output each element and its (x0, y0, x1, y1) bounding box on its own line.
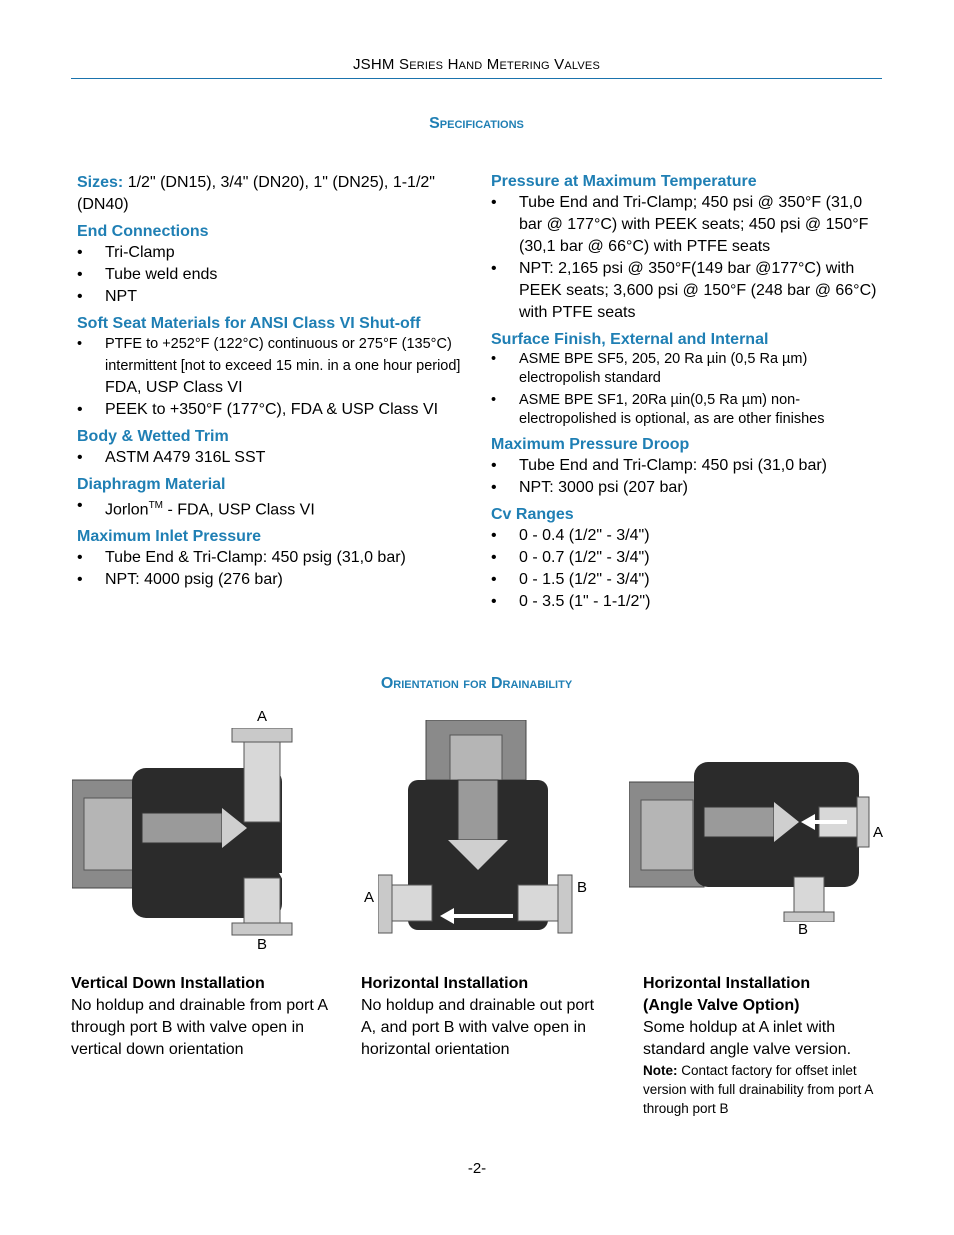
list-item: • NPT: 2,165 psi @ 350°F(149 bar @177°C) with PEEK seats; 3,600 psi @ 150°F (248 bar @ 66°C) with PTFE seats (491, 258, 883, 324)
cv-ranges-list (491, 525, 883, 613)
note-label: Note: (643, 1063, 678, 1078)
max-inlet-list (77, 547, 467, 591)
list-item: • Tube End and Tri-Clamp; 450 psi @ 350°F (31,0 bar @ 177°C) with PEEK seats; 450 psi @ 150°F (30,1 bar @ 66°C) with PTFE seats (491, 192, 883, 258)
list-item: • NPT (77, 286, 467, 308)
max-inlet-heading: Maximum Inlet Pressure (77, 528, 262, 546)
fig2-caption-title: Horizontal Installation (361, 975, 529, 992)
list-item: • NPT: 4000 psig (276 bar) (77, 569, 467, 591)
soft-seat-heading: Soft Seat Materials for ANSI Class VI Shut-off (77, 315, 421, 332)
sizes-text: 1/2" (DN15), 3/4" (DN20), 1" (DN25), 1-1/2" (DN40) (77, 174, 435, 213)
soft-seat-ptfe-text: PTFE to +252°F (122°C) continuous or 275°F (135°C) intermittent [not to exceed 15 min. in a one hour period] (105, 336, 461, 374)
fig1-caption-text: No holdup and drainable from port A through port B with valve open in vertical down orientation (71, 997, 328, 1058)
trademark-mark: TM (148, 500, 164, 511)
fig3-caption (643, 973, 883, 1118)
fig2-port-b-label: B (577, 879, 588, 896)
list-item: • ASME BPE SF5, 205, 20 Ra µin (0,5 Ra µm) electropolish standard (491, 350, 883, 388)
body-trim-list (77, 447, 467, 469)
end-connections-heading: End Connections (77, 223, 209, 240)
fig3-port-a-label: A (873, 824, 884, 841)
max-droop-list (491, 455, 883, 499)
fig3-port-b-label: B (798, 921, 809, 938)
list-item: • 0 - 3.5 (1" - 1-1/2") (491, 591, 883, 613)
diaphragm-material-name: Jorlon (105, 501, 149, 519)
fig3-caption-title: Horizontal Installation (643, 975, 811, 992)
list-item: • Tube End and Tri-Clamp: 450 psi (31,0 bar) (491, 455, 883, 477)
list-item: • PEEK to +350°F (177°C), FDA & USP Class VI (77, 399, 467, 421)
fig1-caption (71, 973, 341, 1061)
diaphragm-heading: Diaphragm Material (77, 476, 226, 493)
page-number: -2- (467, 1160, 487, 1177)
list-item: • Tube weld ends (77, 264, 467, 286)
fig2-port-a-label: A (364, 889, 375, 906)
cv-ranges-heading: Cv Ranges (491, 506, 574, 523)
list-item: • 0 - 0.4 (1/2" - 3/4") (491, 525, 883, 547)
pressure-max-temp-heading: Pressure at Maximum Temperature (491, 173, 757, 190)
horizontal-valve-diagram (378, 720, 578, 935)
specs-left-column (77, 172, 467, 597)
angle-valve-diagram (629, 762, 874, 922)
list-item (77, 334, 467, 399)
fig2-caption (361, 973, 601, 1061)
list-item: • 0 - 1.5 (1/2" - 3/4") (491, 569, 883, 591)
fig1-port-b-label: B (257, 936, 268, 953)
end-connections-list (77, 242, 467, 308)
diaphragm-material-spec: - FDA, USP Class VI (163, 501, 315, 519)
orientation-title: Orientation for Drainability (380, 675, 573, 692)
body-trim-heading: Body & Wetted Trim (77, 428, 229, 445)
list-item: • Tri-Clamp (77, 242, 467, 264)
list-item: • ASME BPE SF1, 20Ra µin(0,5 Ra µm) non-electropolished is optional, as are other finishes (491, 391, 883, 429)
max-droop-heading: Maximum Pressure Droop (491, 436, 690, 453)
fig1-port-a-label: A (257, 708, 268, 725)
page-header: JSHM Series Hand Metering Valves (352, 56, 601, 73)
header-rule (71, 78, 882, 79)
fig3-caption-subtitle: (Angle Valve Option) (643, 997, 800, 1014)
list-item: • 0 - 0.7 (1/2" - 3/4") (491, 547, 883, 569)
list-item: • Tube End & Tri-Clamp: 450 psig (31,0 bar) (77, 547, 467, 569)
sizes-label: Sizes: (77, 174, 124, 191)
list-item: • ASTM A479 316L SST (77, 447, 467, 469)
list-item (77, 495, 467, 521)
pressure-max-temp-list (491, 192, 883, 324)
fig3-caption-note (643, 1061, 883, 1118)
surface-finish-list (491, 350, 883, 429)
soft-seat-list (77, 334, 467, 421)
vertical-down-valve-diagram (72, 728, 312, 938)
diaphragm-list (77, 495, 467, 521)
fig2-caption-text: No holdup and drainable out port A, and port B with valve open in horizontal orientation (361, 997, 595, 1058)
list-item: • NPT: 3000 psi (207 bar) (491, 477, 883, 499)
sizes-block (77, 172, 467, 216)
surface-finish-heading: Surface Finish, External and Internal (491, 331, 769, 348)
soft-seat-ptfe-tail: FDA, USP Class VI (105, 379, 243, 396)
specifications-title: Specifications (429, 115, 524, 132)
fig1-caption-title: Vertical Down Installation (71, 975, 265, 992)
specs-right-column (491, 172, 883, 619)
fig3-caption-text: Some holdup at A inlet with standard angle valve version. (643, 1019, 852, 1058)
note-text: Contact factory for offset inlet version with full drainability from port A through port B (643, 1063, 873, 1116)
